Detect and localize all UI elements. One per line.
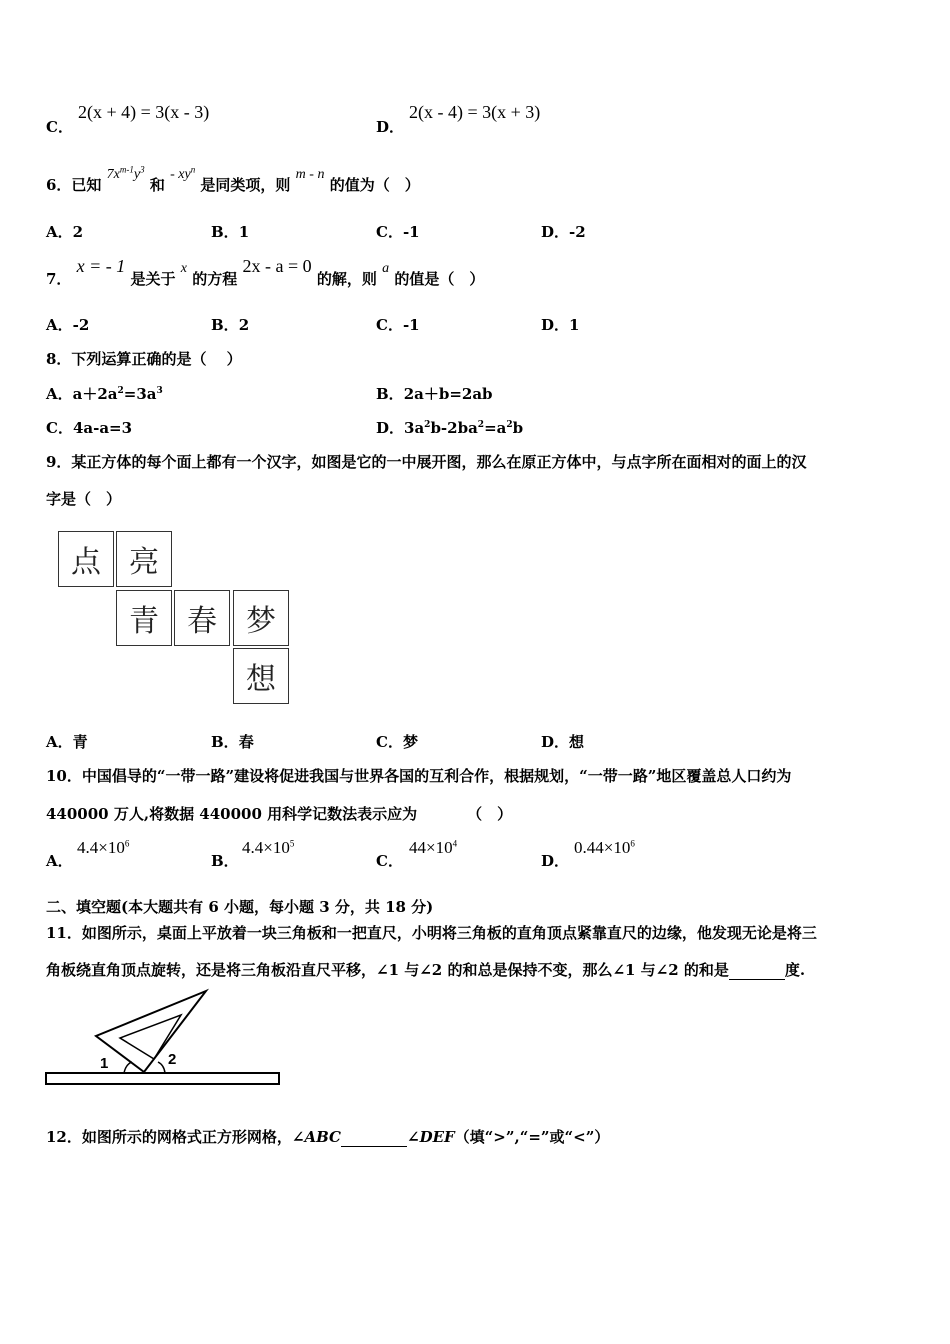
- triangle-outer: [96, 991, 206, 1072]
- q12-angle-abc: ∠ABC: [291, 1128, 341, 1146]
- q11-stem-line1: 11．如图所示，桌面上平放着一块三角板和一把直尺，小明将三角板的直角顶点紧靠直尺的边缘，他发现无论是将三: [46, 924, 817, 942]
- q10-option-b-value: $4.4\times 10^5$: [242, 838, 295, 857]
- cube-cell-1: 点: [58, 531, 114, 587]
- q7-t4: 的值是（ ）: [394, 270, 485, 288]
- q7-t2: 的方程: [192, 270, 238, 288]
- q5-option-d-expr: 2(x - 4) = 3(x + 3): [409, 102, 541, 122]
- q6-stem: [46, 164, 420, 195]
- cube-net-figure: [58, 531, 294, 709]
- q5-option-c-label: C．: [46, 118, 73, 136]
- cube-cell-5: 梦: [233, 590, 289, 646]
- q6-num: 6．已知: [46, 176, 102, 194]
- q6-term1: $7x^{m-1}y^3$: [106, 164, 145, 182]
- q12-answer-blank[interactable]: [341, 1132, 407, 1147]
- q7-t3: 的解，则: [316, 270, 377, 288]
- q12-stem: 12．如图所示的网格式正方形网格，∠ABC ∠DEF（填“>”,“=”或“<”）: [46, 1128, 610, 1146]
- q9-stem-line2: 字是（ ）: [46, 490, 122, 508]
- angle-1-arc: [124, 1062, 132, 1073]
- q9-option-d: D．想: [541, 733, 585, 751]
- q6-option-a: A．2: [46, 223, 84, 241]
- angle-1-label: 1: [100, 1055, 109, 1072]
- q9-option-c: C．梦: [376, 733, 418, 751]
- q7-option-a: A．-2: [46, 316, 90, 334]
- q6-expr: m - n: [295, 167, 325, 182]
- q7-var: x: [180, 261, 188, 276]
- q5-option-c-expr: 2(x + 4) = 3(x - 3): [78, 102, 210, 122]
- q11-answer-blank[interactable]: [729, 965, 785, 980]
- q7-option-c: C．-1: [376, 316, 420, 334]
- triangle-ruler-figure: [44, 988, 284, 1090]
- q11-stem-line2: 角板绕直角顶点旋转，还是将三角板沿直尺平移，∠1 与∠2 的和总是保持不变，那么∠1 与∠2 的和是 度.: [46, 961, 806, 979]
- q8-option-b: B．2a＋b=2ab: [376, 385, 493, 403]
- angle-2-arc: [158, 1062, 165, 1073]
- section-2-title: 二、填空题(本大题共有 6 小题，每小题 3 分，共 18 分): [46, 898, 434, 916]
- q8-option-c: C．4a-a=3: [46, 419, 133, 437]
- ruler: [46, 1073, 279, 1084]
- q6-option-d: D．-2: [541, 223, 586, 241]
- q7-expr1: x = - 1: [76, 256, 126, 276]
- angle-2-label: 2: [168, 1051, 177, 1068]
- q9-option-b: B．春: [211, 733, 254, 751]
- q10-option-c-value: $44\times 10^4$: [409, 838, 458, 857]
- q6-term2: - $xy^n$: [170, 164, 196, 182]
- q6-option-c: C．-1: [376, 223, 420, 241]
- q10-option-a-label: A．: [46, 852, 73, 870]
- q6-and: 和: [149, 176, 165, 194]
- q10-option-b-label: B．: [211, 852, 239, 870]
- q10-option-c-label: C．: [376, 852, 403, 870]
- cube-cell-3: 青: [116, 590, 172, 646]
- q6-mid: 是同类项，则: [200, 176, 291, 194]
- q8-option-a: A．$a+2a^2=3a^3$: [46, 385, 163, 403]
- q7-option-d: D．1: [541, 316, 580, 334]
- q10-stem-line1: 10．中国倡导的“一带一路”建设将促进我国与世界各国的互利合作，根据规划，“一带一路”地区覆盖总人口约为: [46, 767, 792, 785]
- q7-stem: [46, 256, 485, 289]
- q7-t1: 是关于: [130, 270, 176, 288]
- q8-stem: 8．下列运算正确的是（ ）: [46, 350, 242, 368]
- q6-option-b: B．1: [211, 223, 250, 241]
- q7-expr2: 2x - a = 0: [242, 256, 312, 276]
- q10-option-d-label: D．: [541, 852, 570, 870]
- q10-option-d-value: $0.44\times 10^6$: [574, 838, 635, 857]
- q8-option-d: D．$3a^2b-2ba^2=a^2b$: [376, 419, 524, 437]
- q9-option-a: A．青: [46, 733, 88, 751]
- cube-cell-6: 想: [233, 648, 289, 704]
- q12-angle-def: ∠DEF: [407, 1128, 455, 1146]
- q5-option-d-label: D．: [376, 118, 405, 136]
- cube-cell-4: 春: [174, 590, 230, 646]
- q9-stem-line1: 9．某正方体的每个面上都有一个汉字，如图是它的一中展开图，那么在原正方体中，与点字所在面相对的面上的汉: [46, 453, 807, 471]
- q6-end: 的值为（ ）: [329, 176, 420, 194]
- q7-num: 7．: [46, 270, 72, 288]
- q10-option-a-value: $4.4\times 10^6$: [77, 838, 130, 857]
- cube-cell-2: 亮: [116, 531, 172, 587]
- q7-option-b: B．2: [211, 316, 250, 334]
- q7-var2: a: [382, 261, 390, 276]
- q10-stem-line2: 440000 万人,将数据 440000 用科学记数法表示应为 （ ）: [46, 805, 513, 823]
